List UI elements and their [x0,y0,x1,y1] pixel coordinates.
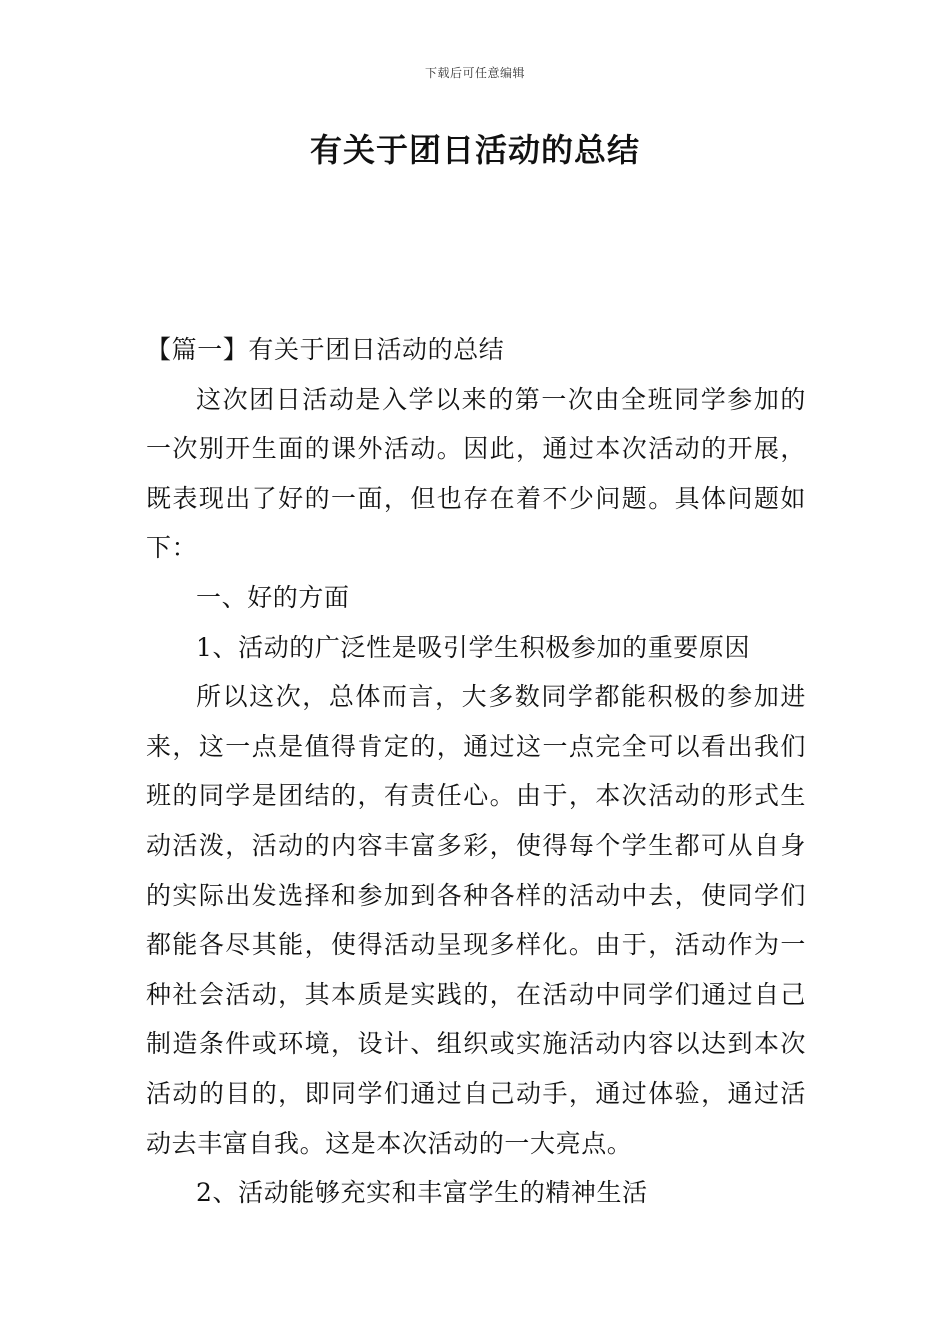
paragraph-intro: 这次团日活动是入学以来的第一次由全班同学参加的一次别开生面的课外活动。因此，通过本次活动的开展，既表现出了好的一面，但也存在着不少问题。具体问题如下： [146,384,806,563]
section-heading: 【篇一】有关于团日活动的总结 [146,335,505,364]
document-title: 有关于团日活动的总结 [309,131,640,169]
paragraph-point-1: 所以这次，总体而言，大多数同学都能积极的参加进来，这一点是值得肯定的，通过这一点完全可以看出我们班的同学是团结的，有责任心。由于，本次活动的形式生动活泼，活动的内容丰富多彩，使得每个学生都可从自身的实际出发选择和参加到各种各样的活动中去，使同学们都能各尽其能，使得活动呈现多样化。由于，活动作为一种社会活动，其本质是实践的，在活动中同学们通过自己制造条件或环境，设计、组织或实施活动内容以达到本次活动的目的，即同学们通过自己动手，通过体验，通过活动去丰富自我。这是本次活动的一大亮点。 [146,682,806,1158]
header-note: 下载后可任意编辑 [424,66,525,80]
point-1-heading: 1、活动的广泛性是吸引学生积极参加的重要原因 [196,632,751,662]
document-body [146,325,806,1218]
subheading-good-aspects: 一、好的方面 [196,582,350,612]
point-2-heading: 2、活动能够充实和丰富学生的精神生活 [196,1178,648,1208]
